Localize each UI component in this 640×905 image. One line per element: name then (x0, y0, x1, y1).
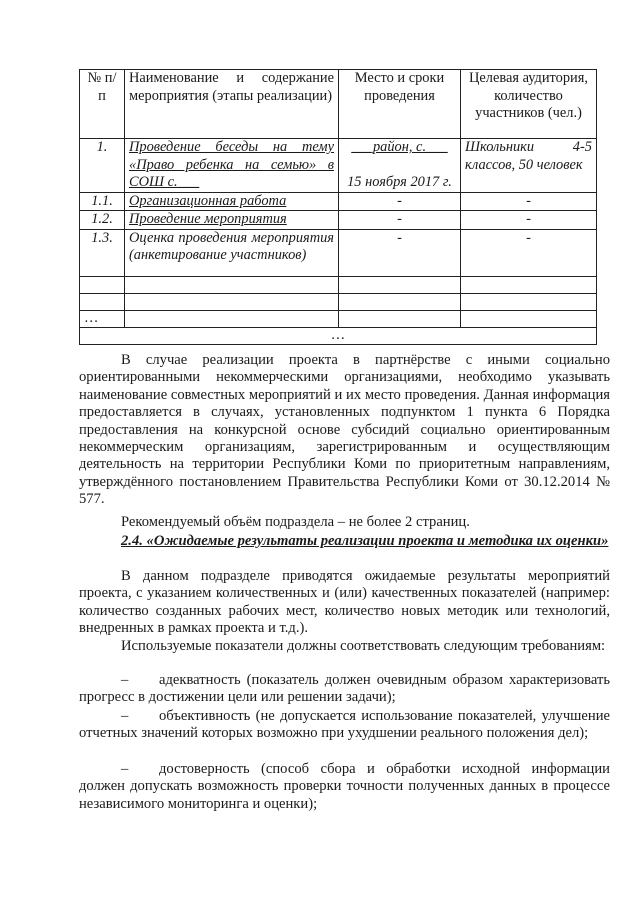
list-dash: – (121, 708, 129, 724)
row-audience: - (461, 211, 597, 230)
row-place: ___район, с.___ (351, 139, 448, 155)
row-event-name: Организационная работа (125, 192, 339, 211)
row-place-dates: - (339, 192, 461, 211)
paragraph-partnership: В случае реализации проекта в партнёрстве с иными социально ориентированными некоммерческими организациями, необходимо указывать наименование совместных мероприятий и их место проведения. Данная информация предоставляется в случаях, установленных подпунктом 1 пункта 6 Порядка предоставления на конкурсной основе субсидий социально ориентированным некоммерческим организациям, зарегистрированным и осуществляющим деятельность на территории Республики Коми по приоритетным направлениям, утверждённого постановлением Правительства Республики Коми от 30.12.2014 № 577. (79, 352, 610, 508)
row-audience: - (461, 192, 597, 211)
row-number: 1.2. (80, 211, 125, 230)
row-place-dates: - (339, 229, 461, 276)
header-event-name: Наименование и содержание мероприятия (этапы реализации) (125, 70, 339, 139)
row-date: 15 ноября 2017 г. (347, 173, 452, 190)
row-number: 1.1. (80, 192, 125, 211)
table-row (80, 192, 597, 211)
table-row-empty (80, 276, 597, 293)
row-number: 1. (80, 139, 125, 193)
row-event-name: Оценка проведения мероприятия (анкетирование участников) (125, 229, 339, 276)
row-number: … (80, 310, 125, 327)
list-item (79, 708, 610, 743)
list-item-text: объективность (не допускается использование показателей, улучшение отчетных значений которых возможно при ухудшении реального положения дел); (79, 708, 610, 742)
row-audience: Школьники 4-5 классов, 50 человек (461, 139, 597, 193)
table-header-row (80, 70, 597, 139)
section-heading: 2.4. «Ожидаемые результаты реализации проекта и методика их оценки» (121, 533, 609, 549)
row-place-dates: - (339, 211, 461, 230)
paragraph-requirements: Используемые показатели должны соответствовать следующим требованиям: (121, 638, 606, 654)
header-audience: Целевая аудитория, количество участников (чел.) (461, 70, 597, 139)
list-dash: – (121, 761, 129, 777)
row-audience: - (461, 229, 597, 276)
ellipsis-cell: … (80, 327, 597, 344)
header-place-dates: Место и сроки проведения (339, 70, 461, 139)
paragraph-recommendation: Рекомендуемый объём подраздела – не более 2 страниц. (121, 514, 470, 530)
table-row (80, 139, 597, 193)
row-place-dates (339, 139, 461, 193)
row-event-name: Проведение мероприятия (125, 211, 339, 230)
table-row (80, 211, 597, 230)
list-dash: – (121, 672, 129, 688)
events-table (79, 69, 597, 345)
list-item-text: достоверность (способ сбора и обработки исходной информации должен допускать возможность проверки точности полученных данных в процессе независимого мониторинга и оценки); (79, 761, 610, 812)
list-item-text: адекватность (показатель должен очевидным образом характеризовать прогресс в достижении цели или решении задачи); (79, 672, 610, 706)
table-row (80, 229, 597, 276)
table-row-empty (80, 293, 597, 310)
paragraph-expected-results: В данном подразделе приводятся ожидаемые результаты мероприятий проекта, с указанием количественных и (или) качественных показателей (например: количество созданных рабочих мест, количество новых методик или технологий, внедренных в рамках проекта и т.д.). (79, 568, 610, 637)
table-row-ellipsis (80, 310, 597, 327)
list-item (79, 672, 610, 707)
table-row-ellipsis-full (80, 327, 597, 344)
header-number: № п/п (80, 70, 125, 139)
list-item (79, 761, 610, 813)
row-number: 1.3. (80, 229, 125, 276)
row-event-name: Проведение беседы на тему «Право ребенка на семью» в СОШ с.___ (125, 139, 339, 193)
